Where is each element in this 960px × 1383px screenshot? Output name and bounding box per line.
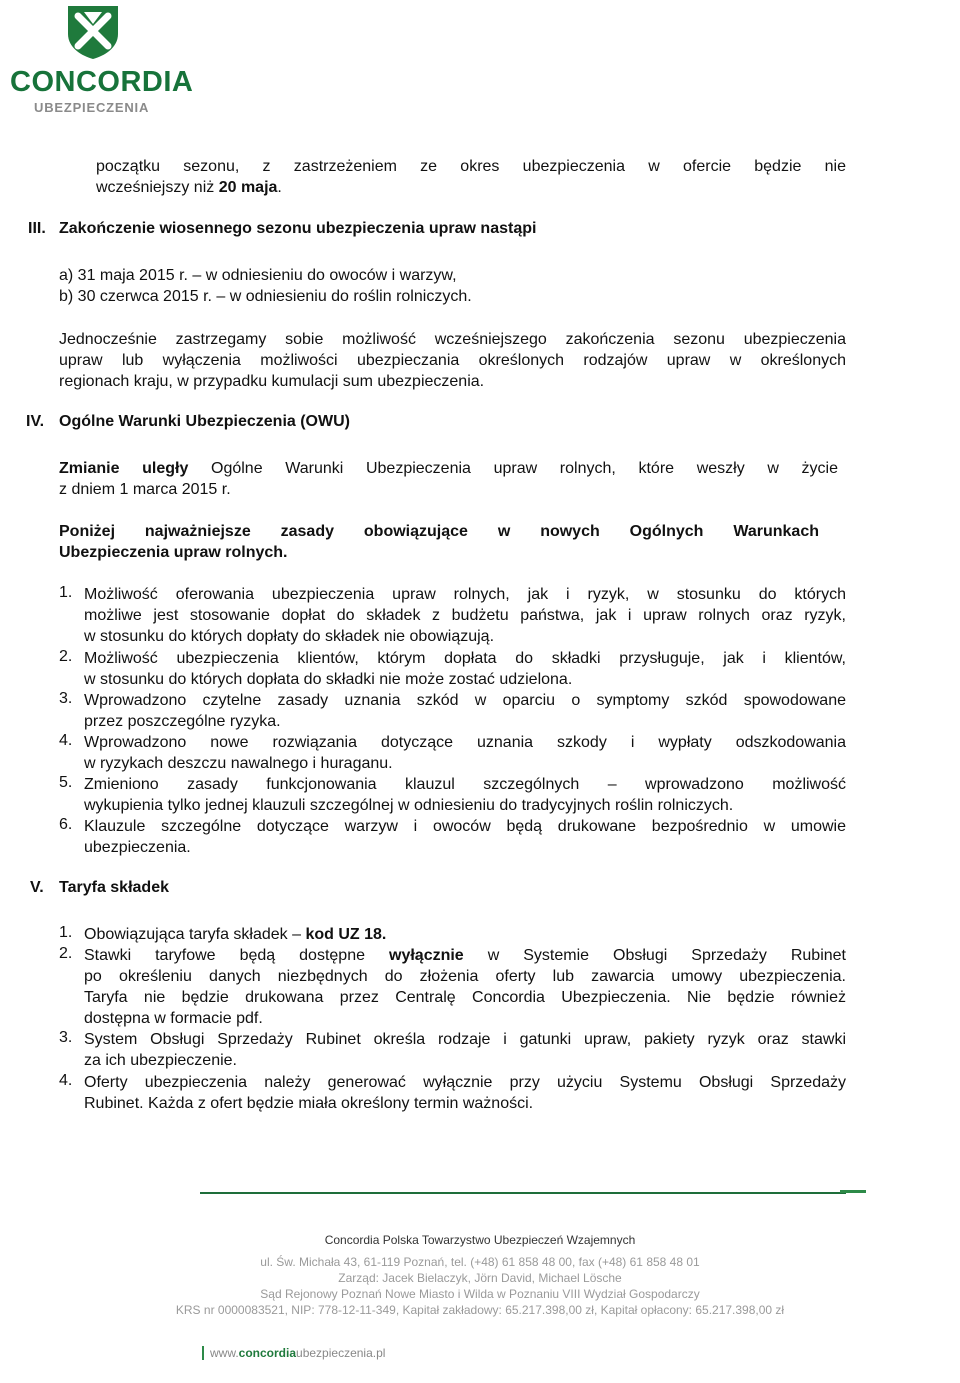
list-number: 6. <box>59 816 73 833</box>
list-item-6-line-1: Klauzule szczególne dotyczące warzyw i owoców będą drukowane bezpośrednio w umowie <box>84 818 846 835</box>
list-item-6-line-2: ubezpieczenia. <box>84 839 191 856</box>
section-4-p2-line-1: Poniżej najważniejsze zasady obowiązujące w nowych Ogólnych Warunkach <box>59 523 819 540</box>
section-4-p1-line-2: z dniem 1 marca 2015 r. <box>59 481 231 498</box>
website-suffix: ubezpieczenia.pl <box>296 1346 386 1360</box>
intro-text: wcześniejszy niż <box>96 179 219 196</box>
section-3-note-line-2: upraw lub wyłączenia możliwości ubezpieczania określonych rodzajów upraw w określonych <box>59 352 846 369</box>
list-item-3-line-1: Wprowadzono czytelne zasady uznania szkód w oparciu o symptomy szkód spowodowane <box>84 692 846 709</box>
tariff-item-3-line-2: za ich ubezpieczenie. <box>84 1052 237 1069</box>
list-item-4-line-1: Wprowadzono nowe rozwiązania dotyczące uznania szkody i wypłaty odszkodowania <box>84 734 846 751</box>
footer-company-name: Concordia Polska Towarzystwo Ubezpieczeń Wzajemnych <box>324 1233 636 1247</box>
intro-date: 20 maja <box>218 179 278 196</box>
tariff-item-3-line-1: System Obsługi Sprzedaży Rubinet określa rodzaje i gatunki upraw, pakiety ryzyk oraz stawki <box>84 1031 846 1048</box>
list-number: 4. <box>59 732 73 749</box>
tariff-item-2-line-2: po określeniu danych niezbędnych do złożenia oferty lub zawarcia umowy ubezpieczenia. <box>84 968 846 985</box>
list-number: 5. <box>59 774 73 791</box>
section-4-p2-line-2: Ubezpieczenia upraw rolnych. <box>59 544 288 561</box>
website-prefix: www. <box>210 1346 239 1360</box>
tariff-item-4-line-1: Oferty ubezpieczenia należy generować wyłącznie przy użyciu Systemu Obsługi Sprzedaży <box>84 1074 846 1091</box>
website-brand: concordia <box>238 1346 297 1360</box>
section-3-item-b: b) 30 czerwca 2015 r. – w odniesieniu do roślin rolniczych. <box>59 288 472 305</box>
section-3-note-line-3: regionach kraju, w przypadku kumulacji sum ubezpieczenia. <box>59 373 485 390</box>
list-number: 2. <box>59 648 73 665</box>
list-number: 1. <box>59 924 73 941</box>
list-item-5-line-2: wykupienia tylko jednej klauzuli szczególnej w odniesieniu do tradycyjnych roślin rolniczych. <box>84 797 734 814</box>
list-item-3-line-2: przez poszczególne ryzyka. <box>84 713 281 730</box>
list-number: 2. <box>59 945 73 962</box>
intro-line-1: początku sezonu, z zastrzeżeniem ze okres ubezpieczenia w ofercie będzie nie <box>96 158 846 175</box>
tariff-item-1 <box>84 924 386 945</box>
tariff-item-2-line-1 <box>84 945 846 966</box>
footer-divider <box>200 1192 846 1194</box>
footer-website-link[interactable] <box>202 1346 385 1360</box>
list-item-4-line-2: w ryzykach deszczu nawalnego i huraganu. <box>84 755 393 772</box>
footer-divider-accent <box>840 1190 866 1193</box>
intro-period: . <box>277 179 282 196</box>
section-4-title: Ogólne Warunki Ubezpieczenia (OWU) <box>59 413 350 430</box>
section-5-numeral: V. <box>30 879 44 896</box>
list-item-2-line-1: Możliwość ubezpieczenia klientów, którym dopłata do składki przysługuje, jak i klientów, <box>84 650 846 667</box>
list-item-1-line-3: w stosunku do których dopłaty do składek nie obowiązują. <box>84 628 495 645</box>
list-item-1-line-2: możliwe jest stosowanie dopłat do składek z budżetu państwa, jak i upraw rolnych oraz ryzyk, <box>84 607 846 624</box>
intro-line-2 <box>96 177 282 198</box>
section-3-note-line-1: Jednocześnie zastrzegamy sobie możliwość wcześniejszego zakończenia sezonu ubezpieczenia <box>59 331 846 348</box>
list-number: 3. <box>59 1029 73 1046</box>
section-4-numeral: IV. <box>26 413 45 430</box>
section-3-numeral: III. <box>28 220 46 237</box>
list-number: 4. <box>59 1072 73 1089</box>
list-number: 1. <box>59 584 73 601</box>
section-4-p1-bold: Zmianie uległy <box>59 460 189 477</box>
brand-name: CONCORDIA <box>10 66 194 98</box>
footer-court: Sąd Rejonowy Poznań Nowe Miasto i Wilda w Poznaniu VIII Wydział Gospodarczy <box>260 1287 700 1301</box>
tariff-code: kod UZ 18. <box>305 926 387 943</box>
tariff-item-1-text: Obowiązująca taryfa składek – <box>84 926 306 943</box>
list-item-2-line-2: w stosunku do których dopłata do składki nie może zostać udzielona. <box>84 671 573 688</box>
section-4-p1-rest: Ogólne Warunki Ubezpieczenia upraw rolnych, które weszły w życie <box>188 460 838 477</box>
tariff-item-2-line-4: dostępna w formacie pdf. <box>84 1010 263 1027</box>
tariff-item-2-text: Stawki taryfowe będą dostępne <box>84 947 389 964</box>
tariff-item-2-bold: wyłącznie <box>389 947 464 964</box>
tariff-item-2-text-end: w Systemie Obsługi Sprzedaży Rubinet <box>463 947 846 964</box>
footer-board: Zarząd: Jacek Bielaczyk, Jörn David, Michael Lösche <box>338 1271 622 1285</box>
list-item-1-line-1: Możliwość oferowania ubezpieczenia upraw rolnych, jak i ryzyk, w stosunku do których <box>84 586 846 603</box>
section-4-p1-line-1 <box>59 458 838 479</box>
section-3-title: Zakończenie wiosennego sezonu ubezpieczenia upraw nastąpi <box>59 220 537 237</box>
concordia-logo-icon <box>64 4 122 60</box>
brand-subtitle: UBEZPIECZENIA <box>34 100 150 115</box>
footer-address: ul. Św. Michała 43, 61-119 Poznań, tel. (+48) 61 858 48 00, fax (+48) 61 858 48 01 <box>260 1255 700 1269</box>
list-item-5-line-1: Zmieniono zasady funkcjonowania klauzul szczególnych – wprowadzono możliwość <box>84 776 846 793</box>
tariff-item-4-line-2: Rubinet. Każda z ofert będzie miała określony termin ważności. <box>84 1095 534 1112</box>
company-logo <box>6 4 194 116</box>
footer-registry: KRS nr 0000083521, NIP: 778-12-11-349, Kapitał zakładowy: 65.217.398,00 zł, Kapitał opłacony: 65.217.398,00 zł <box>175 1303 785 1317</box>
section-5-title: Taryfa składek <box>59 879 169 896</box>
tariff-item-2-line-3: Taryfa nie będzie drukowana przez Centralę Concordia Ubezpieczenia. Nie będzie również <box>84 989 846 1006</box>
section-3-item-a: a) 31 maja 2015 r. – w odniesieniu do owoców i warzyw, <box>59 267 457 284</box>
list-number: 3. <box>59 690 73 707</box>
